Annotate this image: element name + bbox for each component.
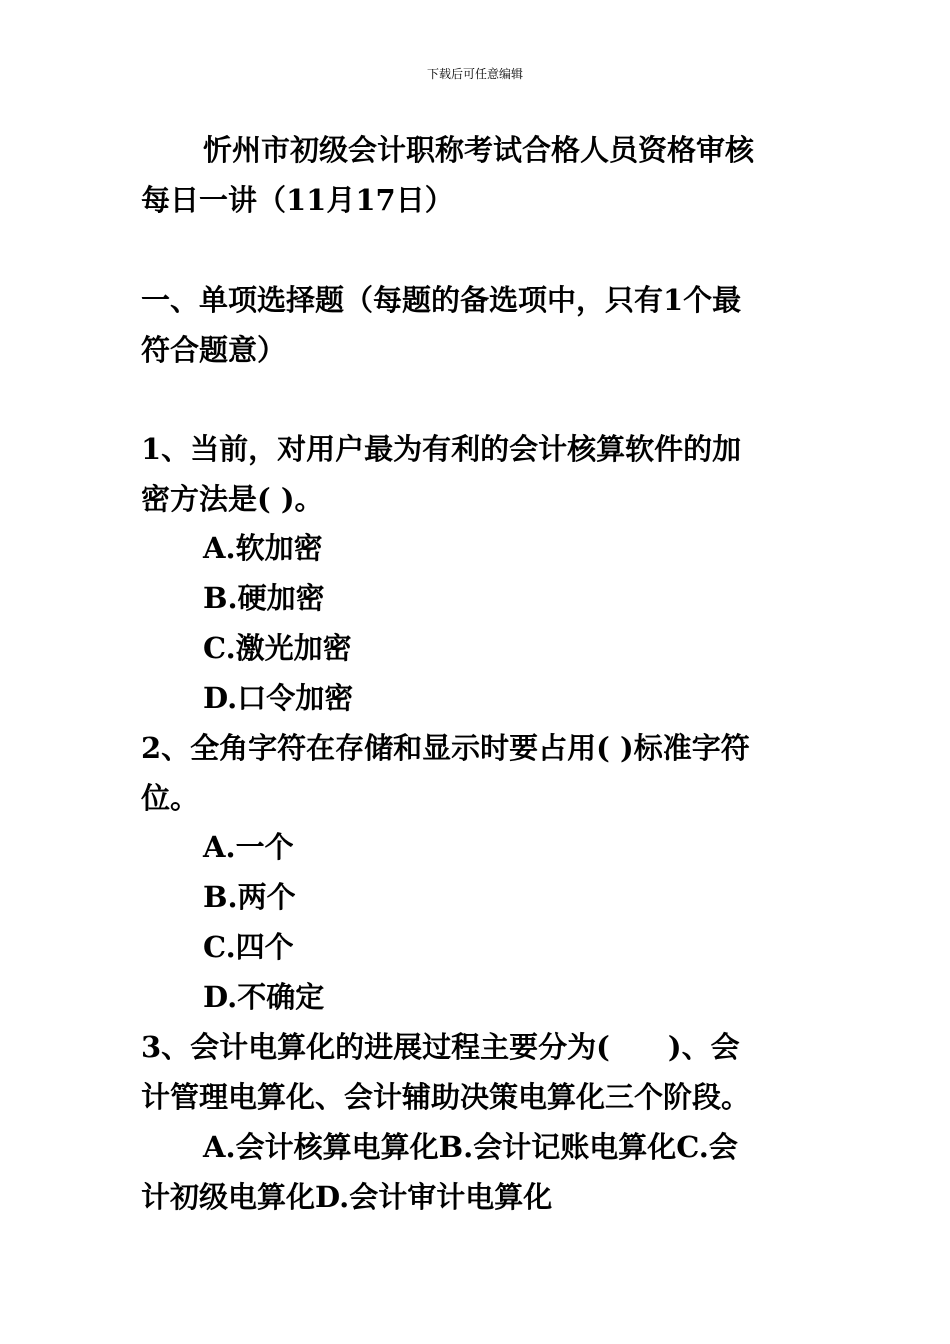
- question-3-stem-line-1: 3、会计电算化的进展过程主要分为( )、会: [141, 1030, 740, 1064]
- question-1-option-a: A.软加密: [203, 531, 323, 565]
- question-3-options-line-1: A.会计核算电算化B.会计记账电算化C.会: [203, 1130, 738, 1164]
- question-1-stem-line-2: 密方法是( )。: [141, 482, 324, 516]
- question-3-options-line-2: 计初级电算化D.会计审计电算化: [141, 1180, 553, 1214]
- page-header: 下载后可任意编辑: [426, 67, 523, 81]
- question-2-stem-line-1: 2、全角字符在存储和显示时要占用( )标准字符: [141, 731, 750, 765]
- question-2-option-a: A.一个: [203, 830, 294, 864]
- question-3-stem-line-2: 计管理电算化、会计辅助决策电算化三个阶段。: [141, 1080, 751, 1114]
- title-line-2: 每日一讲（11月17日）: [141, 183, 454, 217]
- question-2-stem-line-2: 位。: [141, 781, 200, 815]
- question-1-option-b: B.硬加密: [203, 581, 325, 615]
- question-2-option-b: B.两个: [203, 880, 296, 914]
- question-2-option-d: D.不确定: [203, 980, 325, 1014]
- question-1-stem-line-1: 1、当前，对用户最为有利的会计核算软件的加: [141, 432, 742, 466]
- question-1-option-d: D.口令加密: [203, 681, 354, 715]
- section-heading-line-2: 符合题意）: [141, 333, 287, 367]
- title-line-1: 忻州市初级会计职称考试合格人员资格审核: [203, 133, 755, 167]
- question-1-option-c: C.激光加密: [203, 631, 352, 665]
- question-2-option-c: C.四个: [203, 930, 294, 964]
- section-heading-line-1: 一、单项选择题（每题的备选项中，只有1个最: [141, 283, 742, 317]
